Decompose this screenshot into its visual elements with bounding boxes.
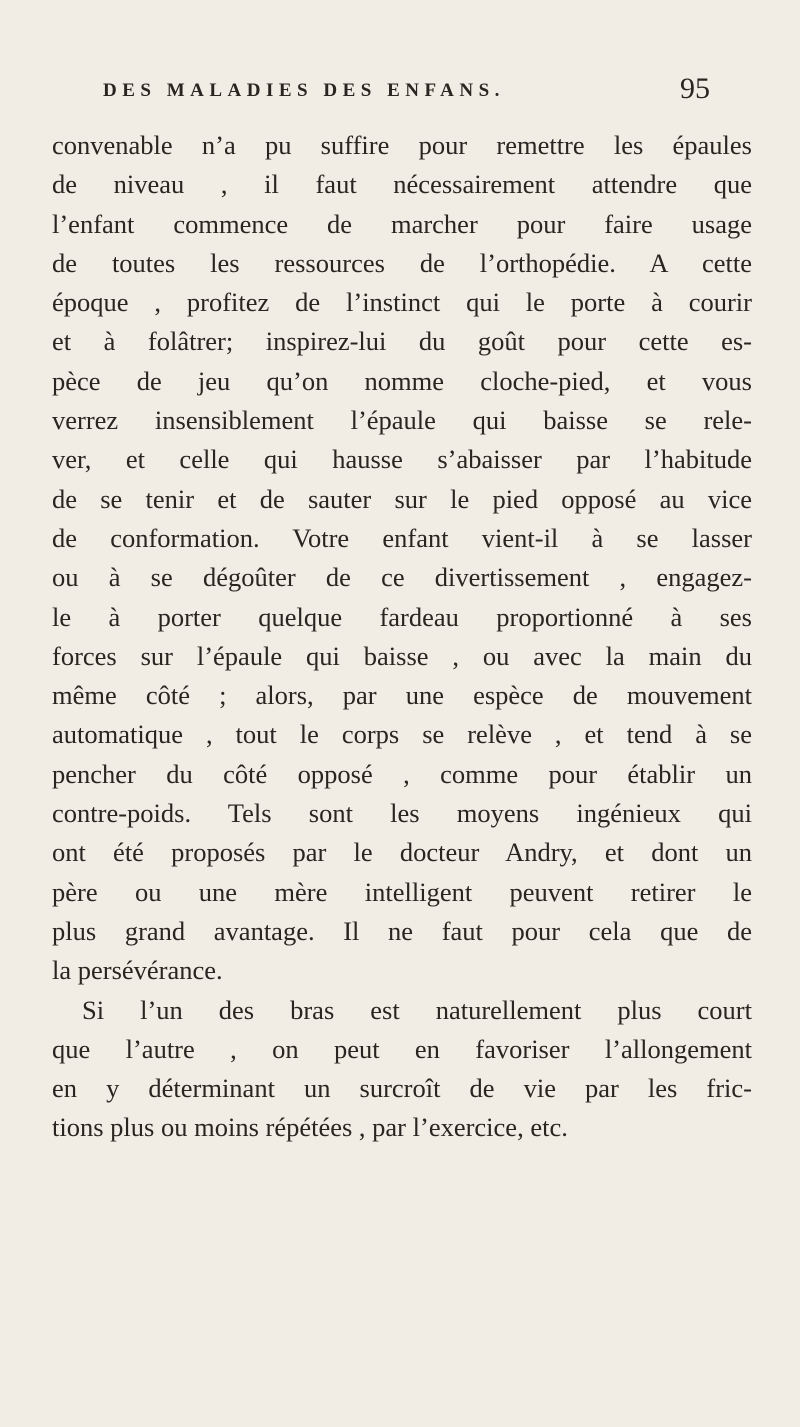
- text-line: de conformation. Votre enfant vient-il à se lasser: [52, 522, 752, 553]
- text-line: ont été proposés par le docteur Andry, et dont un: [52, 837, 752, 868]
- text-line: même côté ; alors, par une espèce de mouvement: [52, 680, 752, 711]
- text-line: ou à se dégoûter de ce divertissement , engagez-: [52, 562, 752, 593]
- text-line: forces sur l’épaule qui baisse , ou avec la main du: [52, 640, 752, 671]
- running-title: DES MALADIES DES ENFANS.: [103, 80, 505, 101]
- text-line: de toutes les ressources de l’orthopédie. A cette: [52, 247, 752, 278]
- page-number: 95: [680, 72, 710, 105]
- text-line: verrez insensiblement l’épaule qui baisse se rele-: [52, 405, 752, 436]
- text-line: l’enfant commence de marcher pour faire usage: [52, 208, 752, 239]
- text-line: Si l’un des bras est naturellement plus court: [82, 994, 752, 1025]
- text-line: de niveau , il faut nécessairement attendre que: [52, 169, 752, 200]
- text-line: de se tenir et de sauter sur le pied opposé au vice: [52, 483, 752, 514]
- text-line: convenable n’a pu suffire pour remettre les épaules: [52, 130, 752, 160]
- text-line: époque , profitez de l’instinct qui le porte à courir: [52, 287, 752, 318]
- text-line: la persévérance.: [52, 955, 223, 986]
- text-line: en y déterminant un surcroît de vie par les fric-: [52, 1073, 752, 1104]
- text-line: pencher du côté opposé , comme pour établir un: [52, 758, 752, 789]
- text-line: le à porter quelque fardeau proportionné à ses: [52, 601, 752, 632]
- text-line: ver, et celle qui hausse s’abaisser par l’habitude: [52, 444, 752, 475]
- text-line: et à folâtrer; inspirez-lui du goût pour cette es-: [52, 326, 752, 357]
- body-text: [52, 126, 752, 1148]
- text-line: plus grand avantage. Il ne faut pour cela que de: [52, 915, 752, 946]
- text-line: père ou une mère intelligent peuvent retirer le: [52, 876, 752, 907]
- text-line: tions plus ou moins répétées , par l’exercice, etc.: [52, 1112, 568, 1143]
- text-line: que l’autre , on peut en favoriser l’allongement: [52, 1033, 752, 1064]
- text-line: automatique , tout le corps se relève , et tend à se: [52, 719, 752, 750]
- text-line: pèce de jeu qu’on nomme cloche-pied, et vous: [52, 365, 752, 396]
- text-line: contre-poids. Tels sont les moyens ingénieux qui: [52, 798, 752, 829]
